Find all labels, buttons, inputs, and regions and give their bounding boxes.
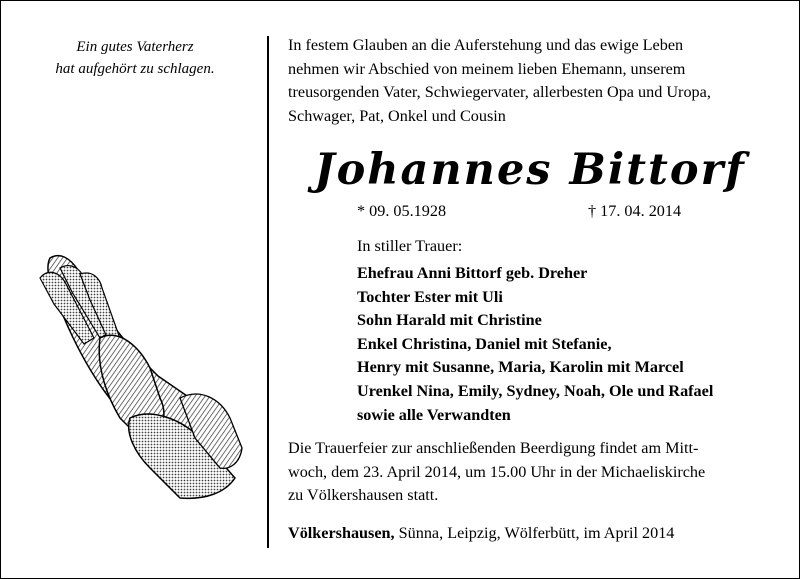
deceased-name: Johannes Bittorf bbox=[314, 145, 746, 195]
mourner-line: Enkel Christina, Daniel mit Stefanie, bbox=[357, 334, 612, 353]
mourners-heading: In stiller Trauer: bbox=[357, 237, 463, 255]
intro-text bbox=[288, 34, 772, 128]
memorial-quote bbox=[20, 36, 250, 80]
vertical-divider bbox=[267, 36, 269, 548]
mourner-line: Henry mit Susanne, Maria, Karolin mit Marcel bbox=[357, 358, 684, 377]
mourners-list bbox=[357, 262, 777, 427]
mourner-line: sowie alle Verwandten bbox=[357, 405, 511, 424]
intro-line-2: nehmen wir Abschied von meinem lieben Ehemann, unserem bbox=[288, 59, 686, 78]
intro-line-4: Schwager, Pat, Onkel und Cousin bbox=[288, 106, 506, 125]
closing-place: Völkershausen, bbox=[288, 524, 395, 542]
death-date: † 17. 04. 2014 bbox=[588, 202, 682, 220]
mourner-line: Ehefrau Anni Bittorf geb. Dreher bbox=[357, 264, 588, 282]
mourner-line: Tochter Ester mit Uli bbox=[357, 287, 503, 306]
quote-line-1: Ein gutes Vaterherz bbox=[76, 39, 194, 55]
closing-line bbox=[288, 524, 674, 543]
quote-line-2: hat aufgehört zu schlagen. bbox=[55, 61, 215, 77]
funeral-line-3: zu Völkershausen statt. bbox=[288, 486, 439, 504]
funeral-line-2: woch, dem 23. April 2014, um 15.00 Uhr in der Michaeliskirche bbox=[288, 462, 706, 481]
praying-hands-icon bbox=[30, 248, 245, 503]
intro-line-1: In festem Glauben an die Auferstehung und das ewige Leben bbox=[288, 36, 684, 54]
mourner-line: Urenkel Nina, Emily, Sydney, Noah, Ole und Rafael bbox=[357, 381, 714, 400]
birth-date: * 09. 05.1928 bbox=[357, 202, 447, 220]
funeral-line-1: Die Trauerfeier zur anschließenden Beerdigung findet am Mitt- bbox=[288, 439, 699, 457]
closing-rest: Sünna, Leipzig, Wölferbütt, im April 2014 bbox=[394, 524, 675, 542]
funeral-details bbox=[288, 437, 772, 508]
mourner-line: Sohn Harald mit Christine bbox=[357, 311, 542, 330]
intro-line-3: treusorgenden Vater, Schwiegervater, allerbesten Opa und Uropa, bbox=[288, 83, 711, 101]
